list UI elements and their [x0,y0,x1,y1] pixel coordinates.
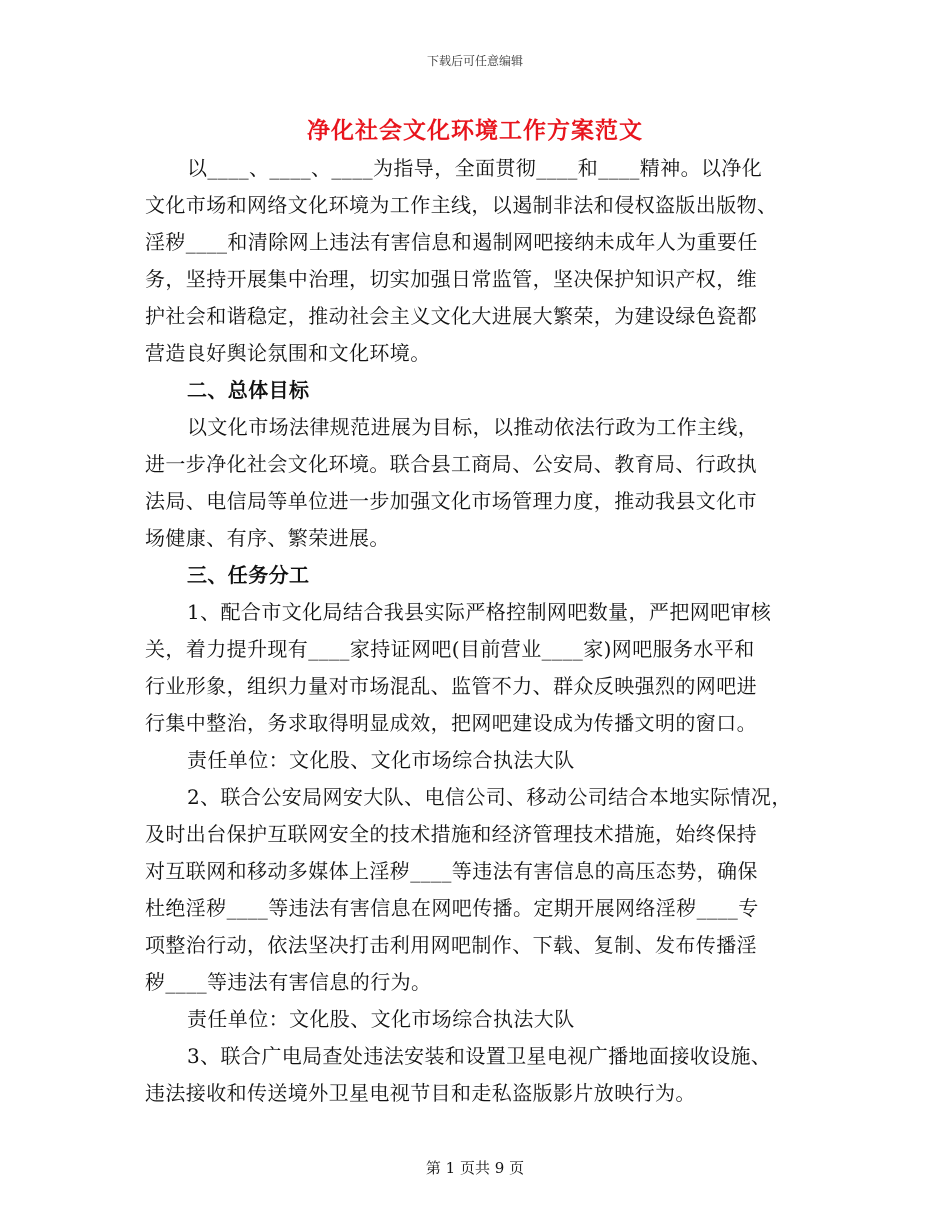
body-line: 1、配合市文化局结合我县实际严格控制网吧数量，严把网吧审核 [187,600,772,624]
page-footer: 第 1 页共 9 页 [425,1159,525,1177]
body-line: 淫秽____和清除网上违法有害信息和遏制网吧接纳未成年人为重要任 [145,230,758,254]
body-line: 行集中整治，务求取得明显成效，把网吧建设成为传播文明的窗口。 [145,711,757,735]
responsible-unit-line: 责任单位：文化股、文化市场综合执法大队 [187,748,575,772]
body-line: 违法接收和传送境外卫星电视节目和走私盗版影片放映行为。 [145,1081,696,1105]
body-line: 2、联合公安局网安大队、电信公司、移动公司结合本地实际情况， [187,785,792,809]
body-line: 以____、____、____为指导，全面贯彻____和____精神。以净化 [187,156,763,180]
responsible-unit-line: 责任单位：文化股、文化市场综合执法大队 [187,1007,575,1031]
body-line: 场健康、有序、繁荣进展。 [145,526,390,550]
body-line: 杜绝淫秽____等违法有害信息在网吧传播。定期开展网络淫秽____专 [145,896,759,920]
section-heading: 二、总体目标 [187,378,310,402]
body-line: 3、联合广电局查处违法安装和设置卫星电视广播地面接收设施、 [187,1044,772,1068]
body-line: 营造良好舆论氛围和文化环境。 [145,341,431,365]
body-line: 文化市场和网络文化环境为工作主线，以遏制非法和侵权盗版出版物、 [145,193,778,217]
body-line: 及时出台保护互联网安全的技术措施和经济管理技术措施，始终保持 [145,822,757,846]
body-line: 关，着力提升现有____家持证网吧(目前营业____家)网吧服务水平和 [145,637,755,661]
body-line: 法局、电信局等单位进一步加强文化市场管理力度，推动我县文化市 [145,489,757,513]
body-line: 以文化市场法律规范进展为目标，以推动依法行政为工作主线， [187,415,759,439]
document-body [145,150,800,1112]
body-line: 进一步净化社会文化环境。联合县工商局、公安局、教育局、行政执 [145,452,757,476]
body-line: 项整治行动，依法坚决打击利用网吧制作、下载、复制、发布传播淫 [145,933,757,957]
body-line: 护社会和谐稳定，推动社会主义文化大进展大繁荣，为建设绿色瓷都 [145,304,757,328]
body-line: 对互联网和移动多媒体上淫秽____等违法有害信息的高压态势，确保 [145,859,758,883]
document-title: 净化社会文化环境工作方案范文 [307,117,643,144]
body-line: 务，坚持开展集中治理，切实加强日常监管，坚决保护知识产权，维 [145,267,757,291]
body-line: 秽____等违法有害信息的行为。 [145,970,432,994]
section-heading: 三、任务分工 [187,563,310,587]
page-header: 下载后可任意编辑 [426,54,523,68]
body-line: 行业形象，组织力量对市场混乱、监管不力、群众反映强烈的网吧进 [145,674,757,698]
